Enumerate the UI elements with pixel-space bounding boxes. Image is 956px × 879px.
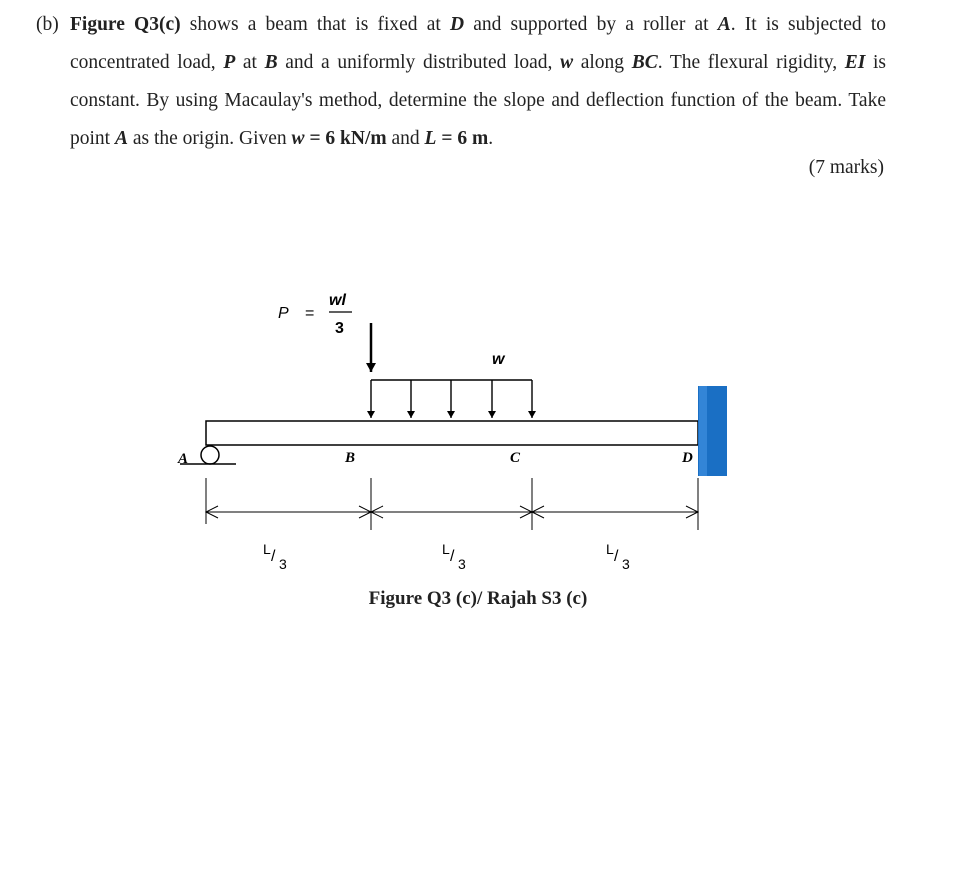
p-denominator: 3 (335, 320, 344, 337)
beam (206, 421, 698, 445)
text-run: at (235, 52, 265, 73)
point-a-label: A (178, 451, 189, 467)
span-den: 3 (622, 556, 630, 572)
var-p: P (223, 52, 236, 73)
span-num: L (606, 541, 614, 557)
roller-support (201, 446, 219, 464)
marks-label: (7 marks) (808, 157, 884, 178)
var-a: A (717, 14, 731, 35)
w-label: w (492, 351, 505, 368)
value-l: = 6 m (436, 128, 489, 149)
text-run: . It is subjected to concentrated load, (70, 14, 886, 73)
point-b-label: B (345, 450, 356, 466)
span-num: L (263, 541, 271, 557)
span-label-ab (263, 541, 287, 572)
text-run: . (488, 128, 494, 149)
span-den: 3 (458, 556, 466, 572)
text-run: and a uniformly distributed load, (277, 52, 561, 73)
p-equals: = (305, 305, 315, 322)
point-c-label: C (510, 450, 521, 466)
var-d: D (449, 14, 465, 35)
text-run: as the origin. Given (127, 128, 292, 149)
var-b: B (264, 52, 278, 73)
text-run: shows a beam that is fixed at (180, 14, 450, 35)
var-l: L (424, 128, 437, 149)
figure-caption: Figure Q3 (c)/ Rajah S3 (c) (368, 588, 588, 609)
p-numerator: wl (329, 292, 346, 309)
p-label: P (278, 305, 289, 322)
var-w: w (291, 128, 305, 149)
wall-highlight (699, 386, 707, 476)
figure-ref: Figure Q3(c) (70, 14, 181, 35)
text-run: . The flexural rigidity, (657, 52, 845, 73)
span-label-bc (442, 541, 466, 572)
span-label-cd (606, 541, 630, 572)
var-bc: BC (631, 52, 658, 73)
text-run: along (573, 52, 632, 73)
span-slash: / (450, 548, 455, 565)
point-d-label: D (682, 450, 693, 466)
value-w: = 6 kN/m (304, 128, 387, 149)
span-slash: / (614, 548, 619, 565)
text-run: is constant. By using Macaulay's method, determine the slope and deflection function of the beam. Take point (70, 52, 886, 149)
text-run: and (386, 128, 425, 149)
span-num: L (442, 541, 450, 557)
var-w: w (560, 52, 574, 73)
text-run: and supported by a roller at (464, 14, 718, 35)
question-label: (b) (36, 14, 59, 35)
var-ei: EI (844, 52, 866, 73)
span-den: 3 (279, 556, 287, 572)
var-a: A (114, 128, 128, 149)
span-slash: / (271, 548, 276, 565)
